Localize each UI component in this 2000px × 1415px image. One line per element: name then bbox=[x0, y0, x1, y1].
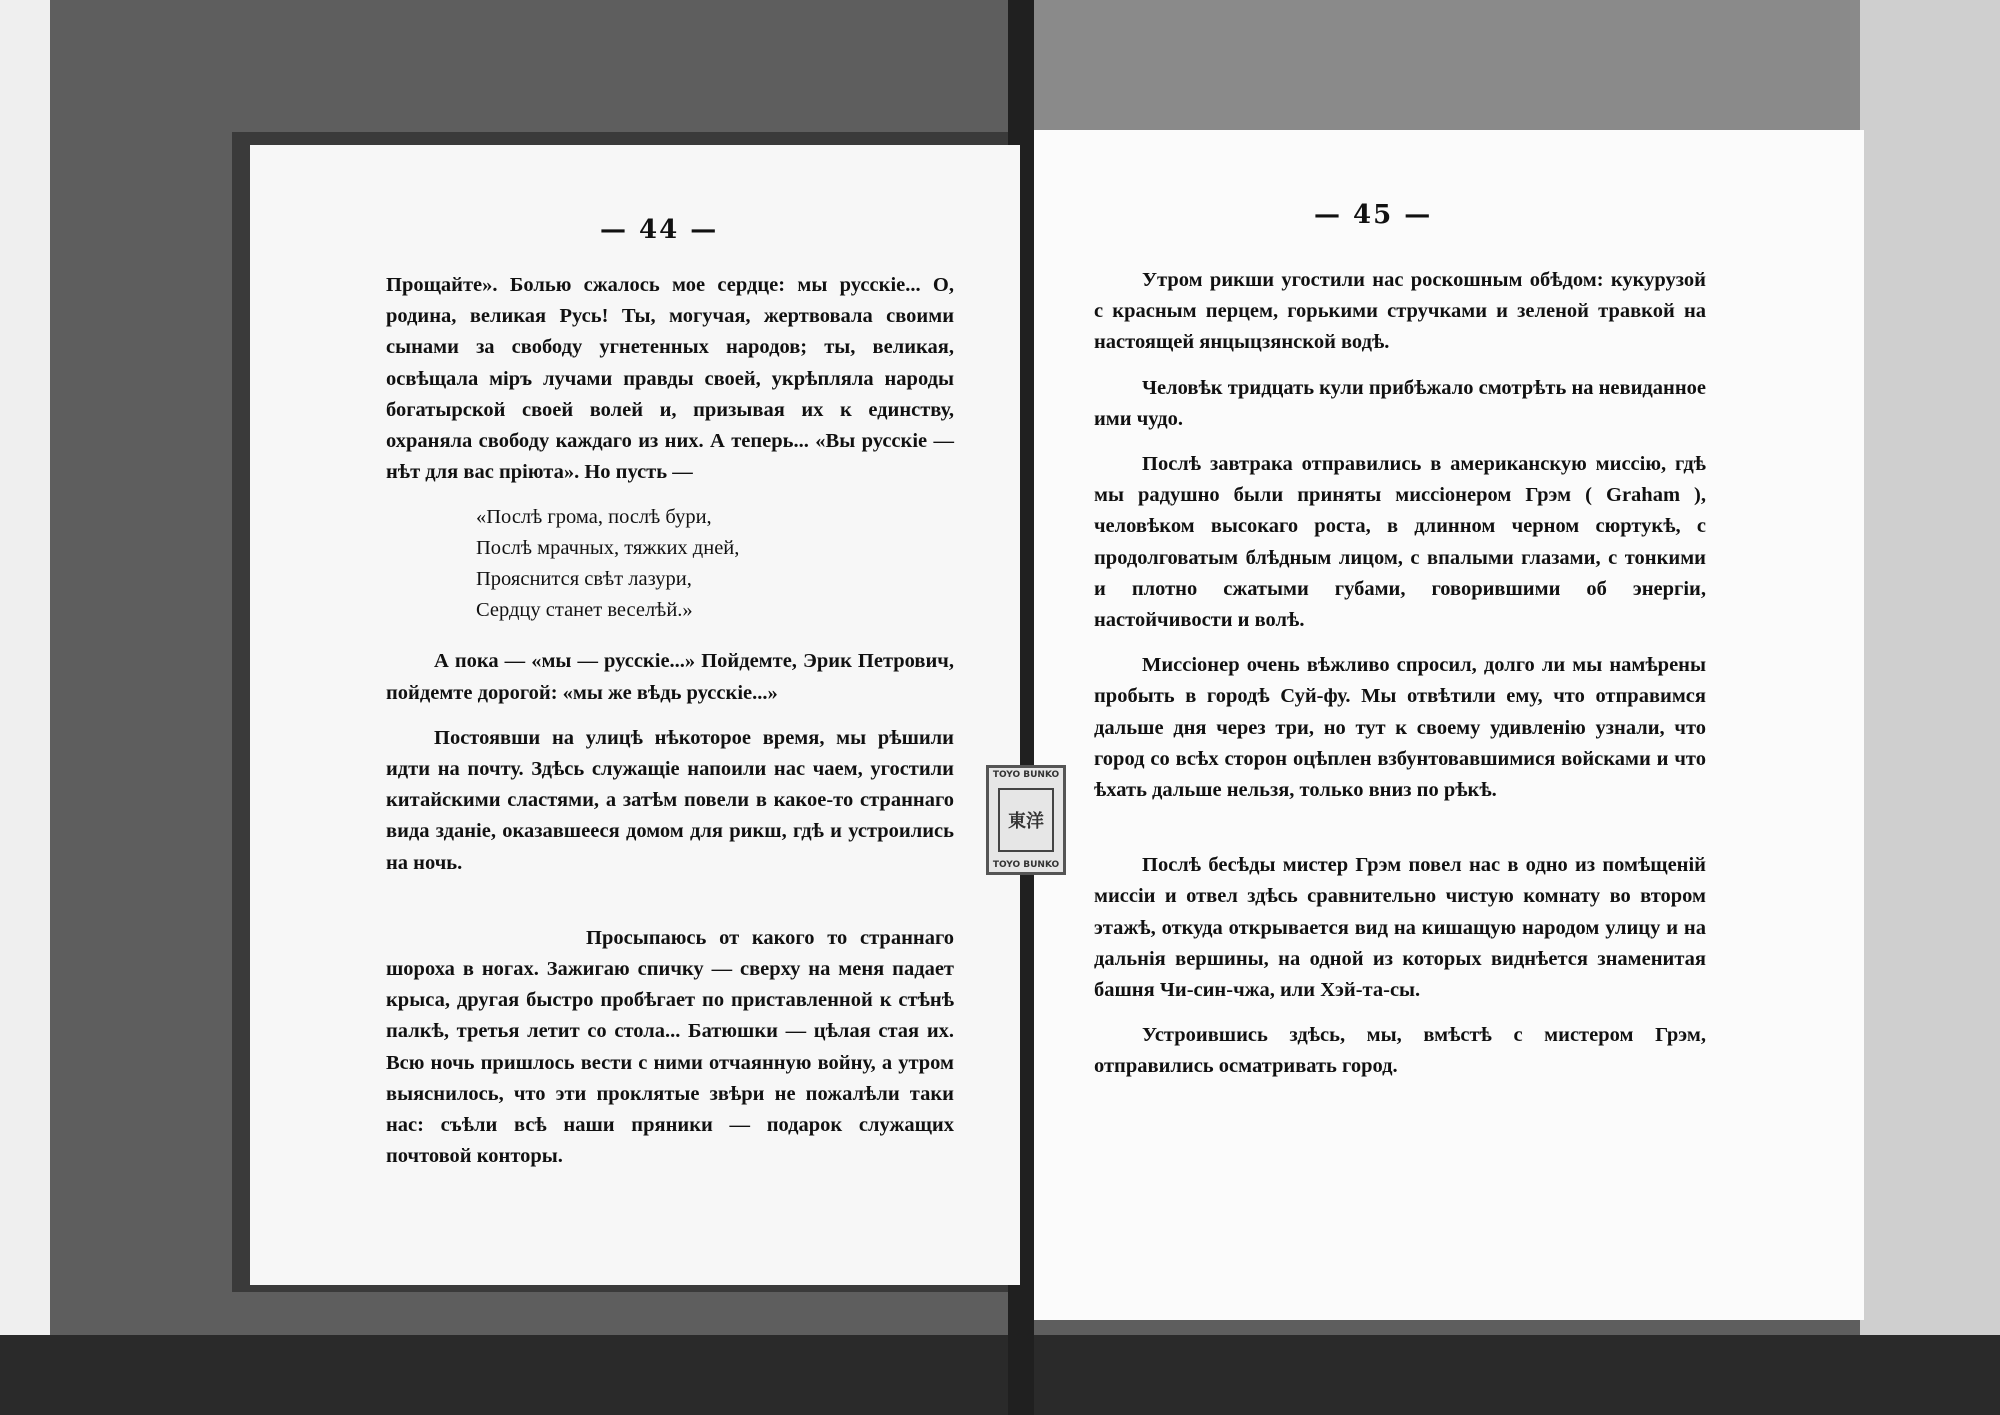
paragraph: Миссіонер очень вѣжливо спросил, долго ли мы намѣрены пробыть в городѣ Суй-фу. Мы отвѣтили ему, что отправимся дальше дня через три, но тут к своему удивленію узнали, что город со всѣх сторон оцѣплен взбунтовавшимися войсками и что ѣхать дальше нельзя, только вниз по рѣкѣ. bbox=[1094, 654, 1706, 802]
poem-line: Сердцу станет веселѣй.» bbox=[476, 599, 693, 622]
poem-line: Послѣ мрачных, тяжких дней, bbox=[476, 537, 740, 560]
left-page-text bbox=[386, 270, 954, 1186]
stamp-text-bottom: TOYO BUNKO bbox=[992, 860, 1060, 870]
paragraph: Послѣ завтрака отправились в американскую миссію, гдѣ мы радушно были приняты миссіонером Грэм ( Graham ), человѣком высокаго роста, в длинном черном сюртукѣ, с продолговатым блѣдным лицом, с впалыми глазами, с тонкими и плотно сжатыми губами, говорившими об энергіи, настойчивости и волѣ. bbox=[1094, 453, 1706, 632]
background-left bbox=[0, 0, 50, 1415]
paragraph: Послѣ бесѣды мистер Грэм повел нас в одно из помѣщеній миссіи и отвел здѣсь сравнительно чистую комнату во втором этажѣ, откуда открывается вид на кишащую народом улицу и на дальнія вершины, на одной из которых виднѣется знаменитая башня Чи-син-чжа, или Хэй-та-сы. bbox=[1094, 854, 1706, 1002]
background-right bbox=[1860, 0, 2000, 1415]
stamp-text-top: TOYO BUNKO bbox=[992, 770, 1060, 780]
paragraph: Просыпаюсь от какого то страннаго шороха в ногах. Зажигаю спичку — сверху на меня падает крыса, другая быстро пробѣгает по приставленной к стѣнѣ палкѣ, третья летит со стола... Батюшки — цѣлая стая их. Всю ночь пришлось вести с ними отчаянную войну, а утром выяснилось, что эти проклятые звѣри не пожалѣли таки нас: съѣли всѣ наши пряники — подарок служащих почтовой конторы. bbox=[386, 926, 954, 1168]
paragraph: Устроившись здѣсь, мы, вмѣстѣ с мистером Грэм, отправились осматривать город. bbox=[1094, 1024, 1706, 1078]
paragraph: Человѣк тридцать кули прибѣжало смотрѣть на невиданное ими чудо. bbox=[1094, 376, 1707, 430]
paragraph: А пока — «мы — русскіе...» Пойдемте, Эрик Петрович, пойдемте дорогой: «мы же вѣдь русскіе...» bbox=[386, 650, 954, 704]
paragraph: Прощайте». Болью сжалось мое сердце: мы русскіе... О, родина, великая Русь! Ты, могучая, жертвовала своими сынами за свободу угнетенных народов; ты, великая, освѣщала міръ лучами правды своей, укрѣпляла народы богатырской своей волей и, призывая их к единству, охраняла свободу каждаго из них. А теперь... «Вы русскіе — нѣт для вас пріюта». Но пусть — bbox=[386, 274, 954, 484]
background-top-right bbox=[1030, 0, 2000, 150]
library-stamp bbox=[986, 765, 1066, 875]
poem-line: «Послѣ грома, послѣ бури, bbox=[476, 506, 712, 529]
background-bottom bbox=[0, 1335, 2000, 1415]
right-page-text bbox=[1094, 265, 1706, 1097]
seal-icon: 東洋 bbox=[998, 788, 1054, 852]
poem-line: Прояснится свѣт лазури, bbox=[476, 568, 692, 591]
poem bbox=[476, 502, 954, 626]
paragraph: Постоявши на улицѣ нѣкоторое время, мы рѣшили идти на почту. Здѣсь служащіе напоили нас чаем, угостили китайскими сластями, а затѣм повели в какое-то страннаго вида зданіе, оказавшееся домом для рикш, гдѣ и устроились на ночь. bbox=[386, 726, 954, 874]
page-number-right: — 45 — bbox=[1314, 200, 1433, 230]
page-number-left: — 44 — bbox=[600, 215, 719, 245]
paragraph: Утром рикши угостили нас роскошным обѣдом: кукурузой с красным перцем, горькими стручками и зеленой травкой на настоящей янцыцзянской водѣ. bbox=[1094, 269, 1706, 354]
left-page bbox=[250, 145, 1020, 1285]
right-page bbox=[1034, 130, 1864, 1320]
